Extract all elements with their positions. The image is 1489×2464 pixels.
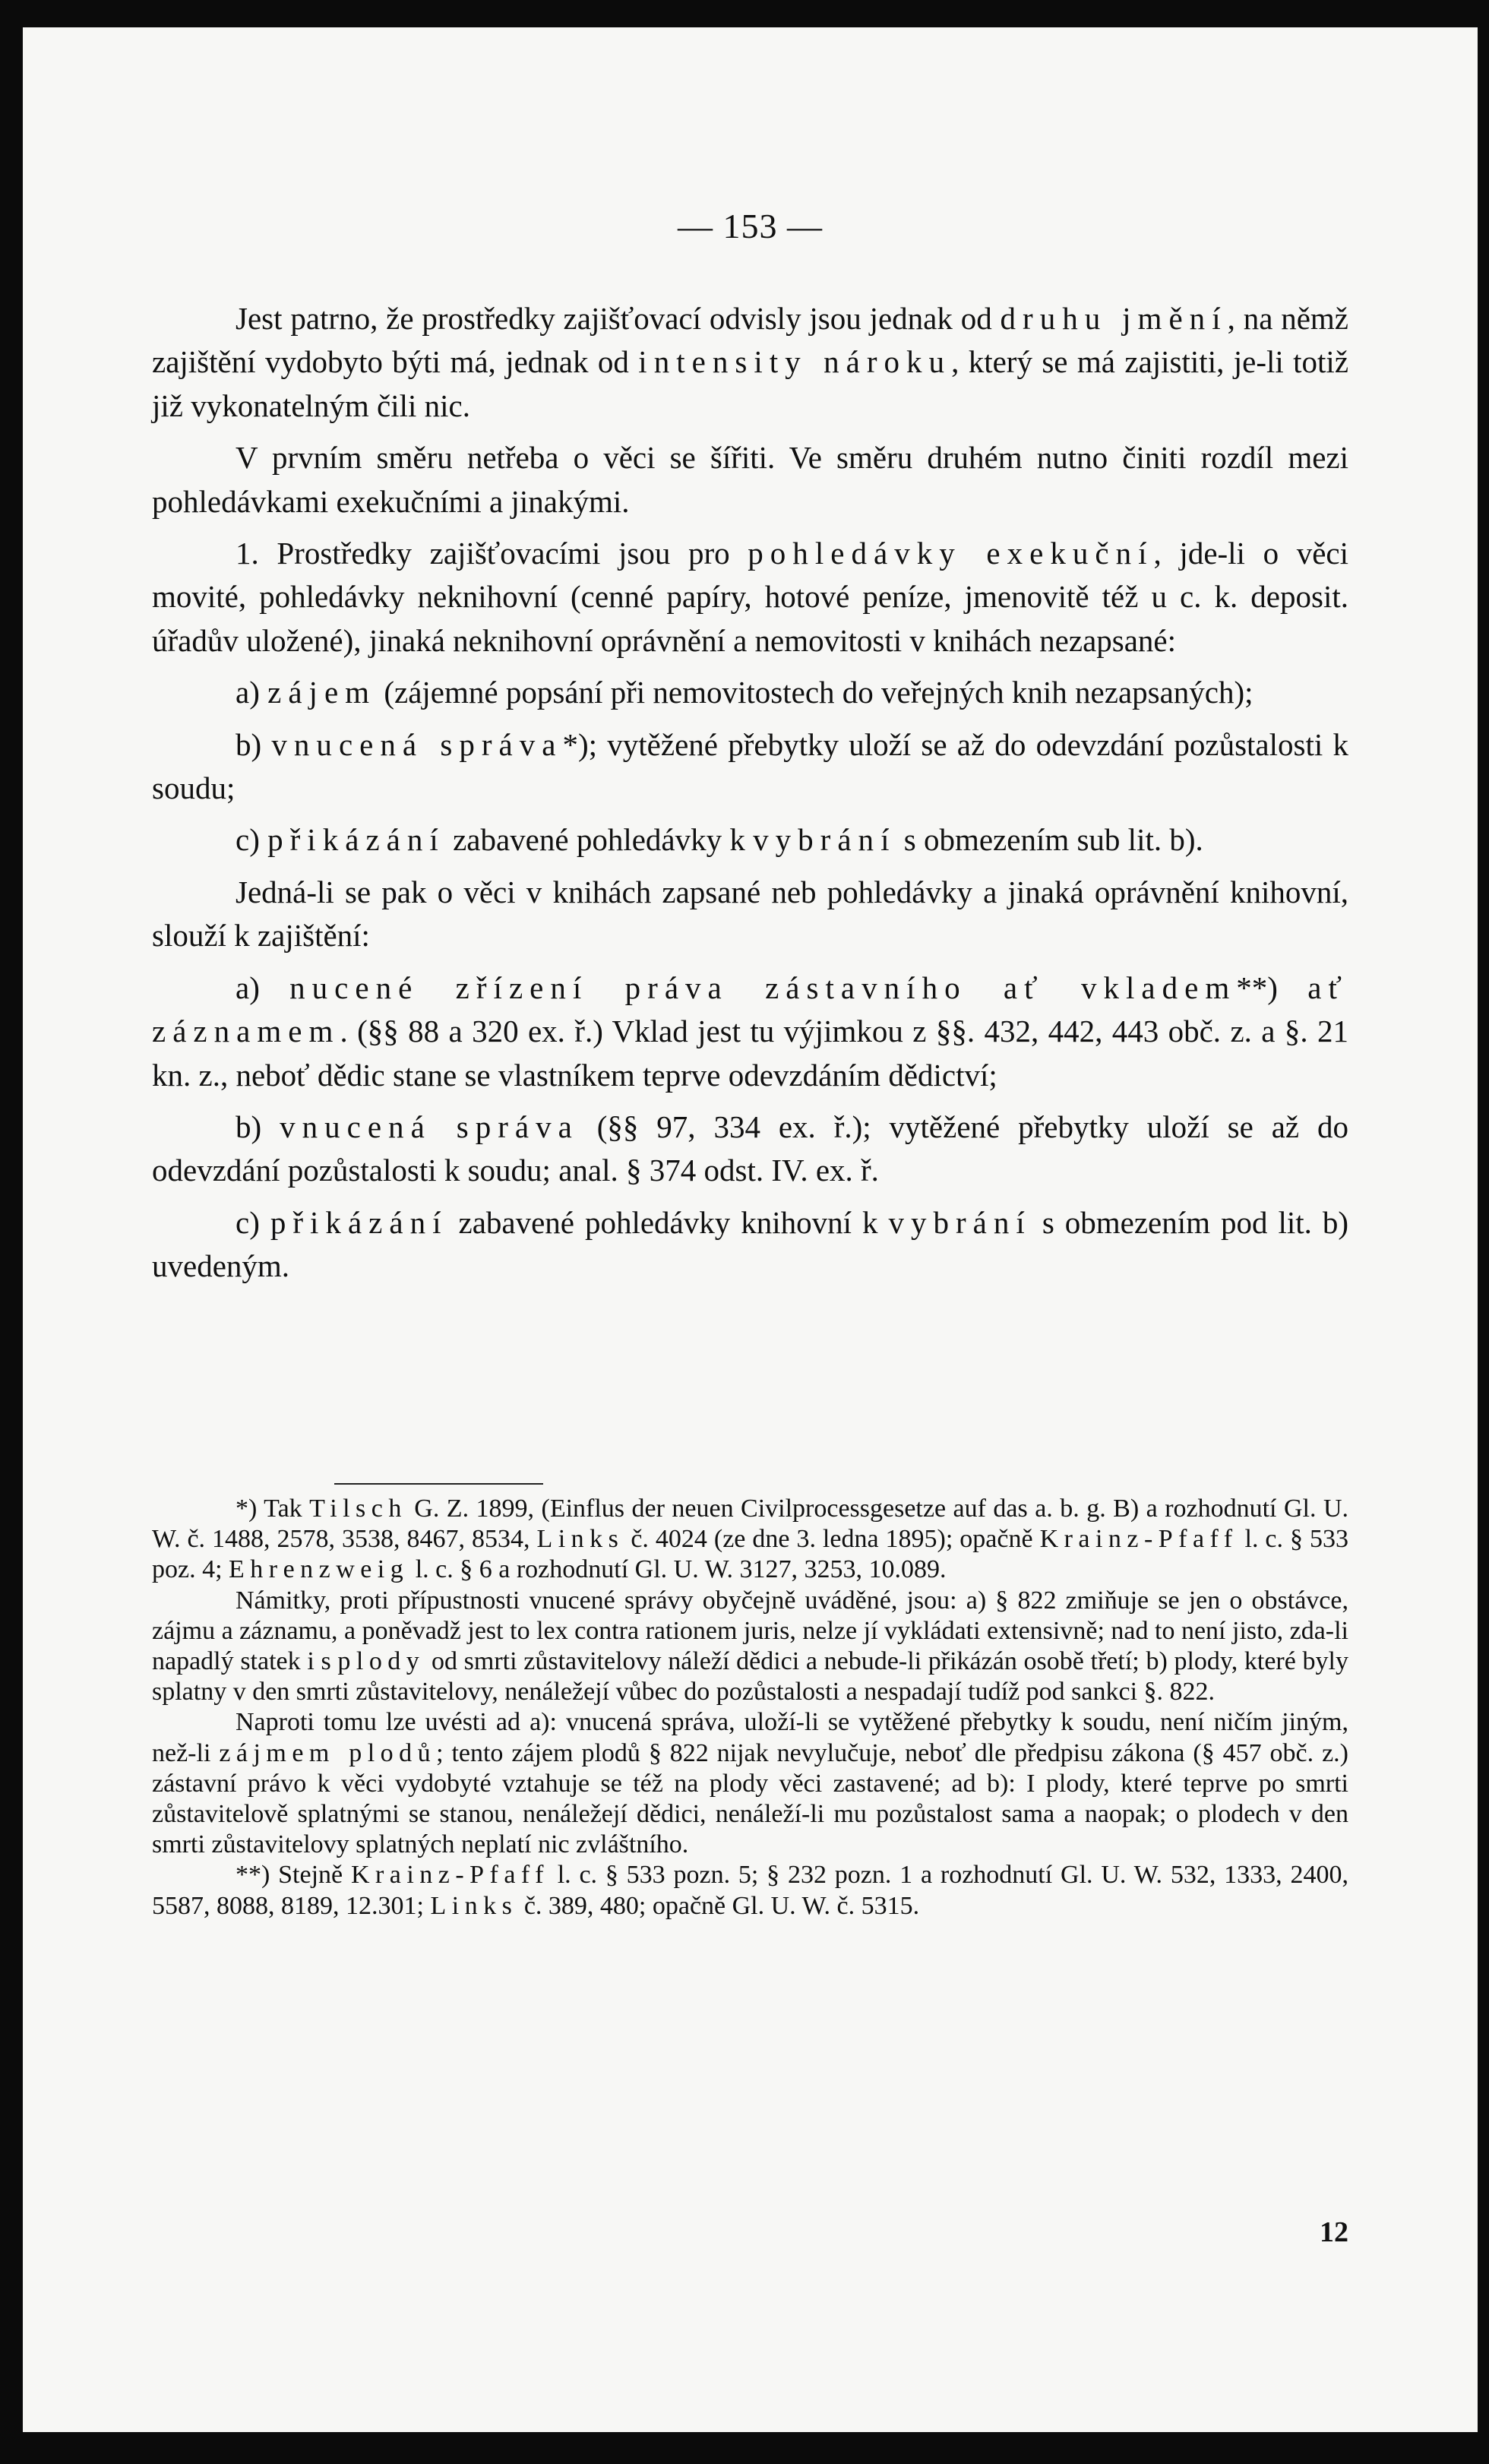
text-run: l. c. § 533 pozn. 5; § 232 pozn. 1 a rozhodnutí Gl. U. W. 532, 1333, 2400, 5587, 8088, 8189, 12.301;: [152, 1861, 1348, 1920]
text-run: č. 4024 (ze dne 3. ledna 1895); opačně: [624, 1525, 1040, 1554]
text-run: Jedná-li se pak o věci v knihách zapsané neb pohledávky a jinaká oprávnění knihovní, slouží k zajištění:: [152, 874, 1348, 954]
paragraph-10: [152, 1201, 1348, 1289]
footnote-1: [152, 1494, 1348, 1586]
spaced-emphasis: vnucená správa: [271, 726, 563, 762]
paragraph-5: [152, 723, 1348, 811]
text-run: č. 389, 480; opačně Gl. U. W. č. 5315.: [517, 1891, 920, 1920]
text-run: G. Z. 1899, (Einflus der neuen Civilprocessgesetze auf das a. b. g. B) a rozhodnutí Gl. U. W. č. 1488, 2578, 3538, 8467, 8534,: [152, 1495, 1348, 1554]
spaced-emphasis: plody: [337, 1647, 425, 1676]
text-run: c): [236, 822, 268, 858]
spaced-emphasis: Tilsch: [309, 1495, 407, 1523]
footnote-separator: [334, 1483, 543, 1485]
text-run: V prvním směru netřeba o věci se šířiti. Ve směru druhém nutno činiti rozdíl mezi pohledávkami exekučními a jinakými.: [152, 440, 1348, 519]
footnote-4: [152, 1860, 1348, 1921]
spaced-emphasis: nucené zřízení práva zástavního ať vkladem: [289, 969, 1237, 1005]
text-run: , jde-li o věci movité, pohledávky neknihovní (cenné papíry, hotové peníze, jmenovitě též u c. k. deposit. úřadův uložené), jinaká neknihovní oprávnění a nemovitosti v knihách nezapsané:: [152, 536, 1348, 658]
text-run: c): [236, 1204, 270, 1240]
text-run: b): [236, 1109, 280, 1144]
text-run: **) Stejně: [236, 1861, 351, 1890]
spaced-emphasis: zájmem plodů: [219, 1738, 437, 1767]
book-page: [23, 27, 1478, 2432]
footnotes: [152, 1494, 1348, 1922]
footnote-3: [152, 1707, 1348, 1860]
text-run: 1. Prostředky zajišťovacími jsou pro: [236, 536, 748, 571]
paragraph-3: [152, 532, 1348, 663]
text-run: (§§ 97, 334 ex. ř.); vytěžené přebytky uloží se až do odevzdání pozůstalosti k soudu; anal. § 374 odst. IV. ex. ř.: [152, 1109, 1348, 1188]
text-run: **): [1236, 969, 1308, 1005]
text-run: s obmezením sub lit. b).: [896, 822, 1203, 858]
text-run: Naproti tomu lze uvésti ad a): vnucená správa, uloží-li se vytěžené přebytky k soudu, není ničím jiným, než-li: [152, 1708, 1348, 1767]
text-run: Námitky, proti přípustnosti vnucené správy obyčejně uváděné, jsou: a) § 822 zmiňuje se jen o obstávce, zájmu a záznamu, a poněvadž jest to lex contra rationem juris, nelze jí vykládati extensivně; nad to není jisto, zda-li napadlý statek i s: [152, 1586, 1348, 1676]
paragraph-8: [152, 966, 1348, 1097]
page-number: — 153 —: [678, 207, 823, 245]
spaced-emphasis: pohledávky exekuční: [748, 536, 1154, 571]
spaced-emphasis: druhu jmění: [1000, 301, 1228, 336]
text-run: *) Tak: [236, 1495, 310, 1523]
spaced-emphasis: přikázání: [267, 822, 445, 858]
text-run: a): [236, 675, 268, 710]
text-run: a): [236, 969, 290, 1005]
text-run: Jest patrno, že prostředky zajišťovací odvisly jsou jednak od: [236, 301, 1001, 336]
footnote-2: [152, 1586, 1348, 1708]
paragraph-1: [152, 297, 1348, 428]
paragraph-2: [152, 436, 1348, 523]
spaced-emphasis: ať záznamem: [152, 969, 1348, 1049]
paragraph-4: [152, 671, 1348, 714]
spaced-emphasis: Links: [430, 1891, 518, 1920]
text-run: (zájemné popsání při nemovitostech do veřejných knih nezapsaných);: [376, 675, 1253, 710]
paragraph-6: [152, 818, 1348, 862]
text-run: , který se má zajistiti, je-li totiž již vykonatelným čili nic.: [152, 344, 1349, 423]
spaced-emphasis: Links: [536, 1525, 624, 1554]
main-text: [152, 297, 1348, 1297]
paragraph-9: [152, 1105, 1348, 1193]
spaced-emphasis: Ehrenzweig: [229, 1555, 409, 1584]
text-run: l. c. § 533 poz. 4;: [152, 1525, 1348, 1584]
text-run: . (§§ 88 a 320 ex. ř.) Vklad jest tu výjimkou z §§. 432, 442, 443 obč. z. a §. 21 kn. z., neboť dědic stane se vlastníkem teprve odevzdáním dědictví;: [152, 1014, 1348, 1093]
spaced-emphasis: Krainz-Pfaff: [350, 1861, 549, 1890]
text-run: zabavené pohledávky k: [444, 822, 754, 858]
text-run: b): [236, 726, 272, 762]
signature-mark: 12: [1320, 2216, 1348, 2248]
spaced-emphasis: přikázání: [270, 1204, 448, 1240]
text-run: s obmezením pod lit. b) uvedeným.: [152, 1204, 1348, 1284]
text-run: *); vytěžené přebytky uloží se až do odevzdání pozůstalosti k soudu;: [152, 726, 1348, 806]
spaced-emphasis: vybrání: [753, 822, 896, 858]
paragraph-7: [152, 871, 1348, 958]
text-run: ; tento zájem plodů § 822 nijak nevylučuje, neboť dle předpisu zákona (§ 457 obč. z.) zástavní právo k věci vydobyté vztahuje se též na plody věci zastavené; ad b): I plody, které teprve po smrti zůstavitelově splatnými se stanou, nenáležejí dědici, nenáleží-li mu pozůstalost sama a naopak; o plodech v den smrti zůstavitelovy splatných neplatí nic zvláštního.: [152, 1738, 1348, 1859]
text-run: od smrti zůstavitelovy náleží dědici a nebude-li přikázán osobě třetí; b) plody, které byly splatny v den smrti zůstavitelovy, nenáležejí vůbec do pozůstalosti a nespadají tudíž pod sankci §. 822.: [152, 1647, 1348, 1706]
text-run: zabavené pohledávky knihovní k: [447, 1204, 889, 1240]
spaced-emphasis: vybrání: [888, 1204, 1032, 1240]
text-run: l. c. § 6 a rozhodnutí Gl. U. W. 3127, 3253, 10.089.: [409, 1555, 947, 1584]
spaced-emphasis: vnucená správa: [280, 1109, 579, 1144]
spaced-emphasis: zájem: [267, 675, 377, 710]
spaced-emphasis: Krainz-Pfaff: [1039, 1525, 1238, 1554]
text-run: , na němž zajištění vydobyto býti má, jednak od: [152, 301, 1349, 380]
spaced-emphasis: intensity nároku: [638, 344, 952, 380]
